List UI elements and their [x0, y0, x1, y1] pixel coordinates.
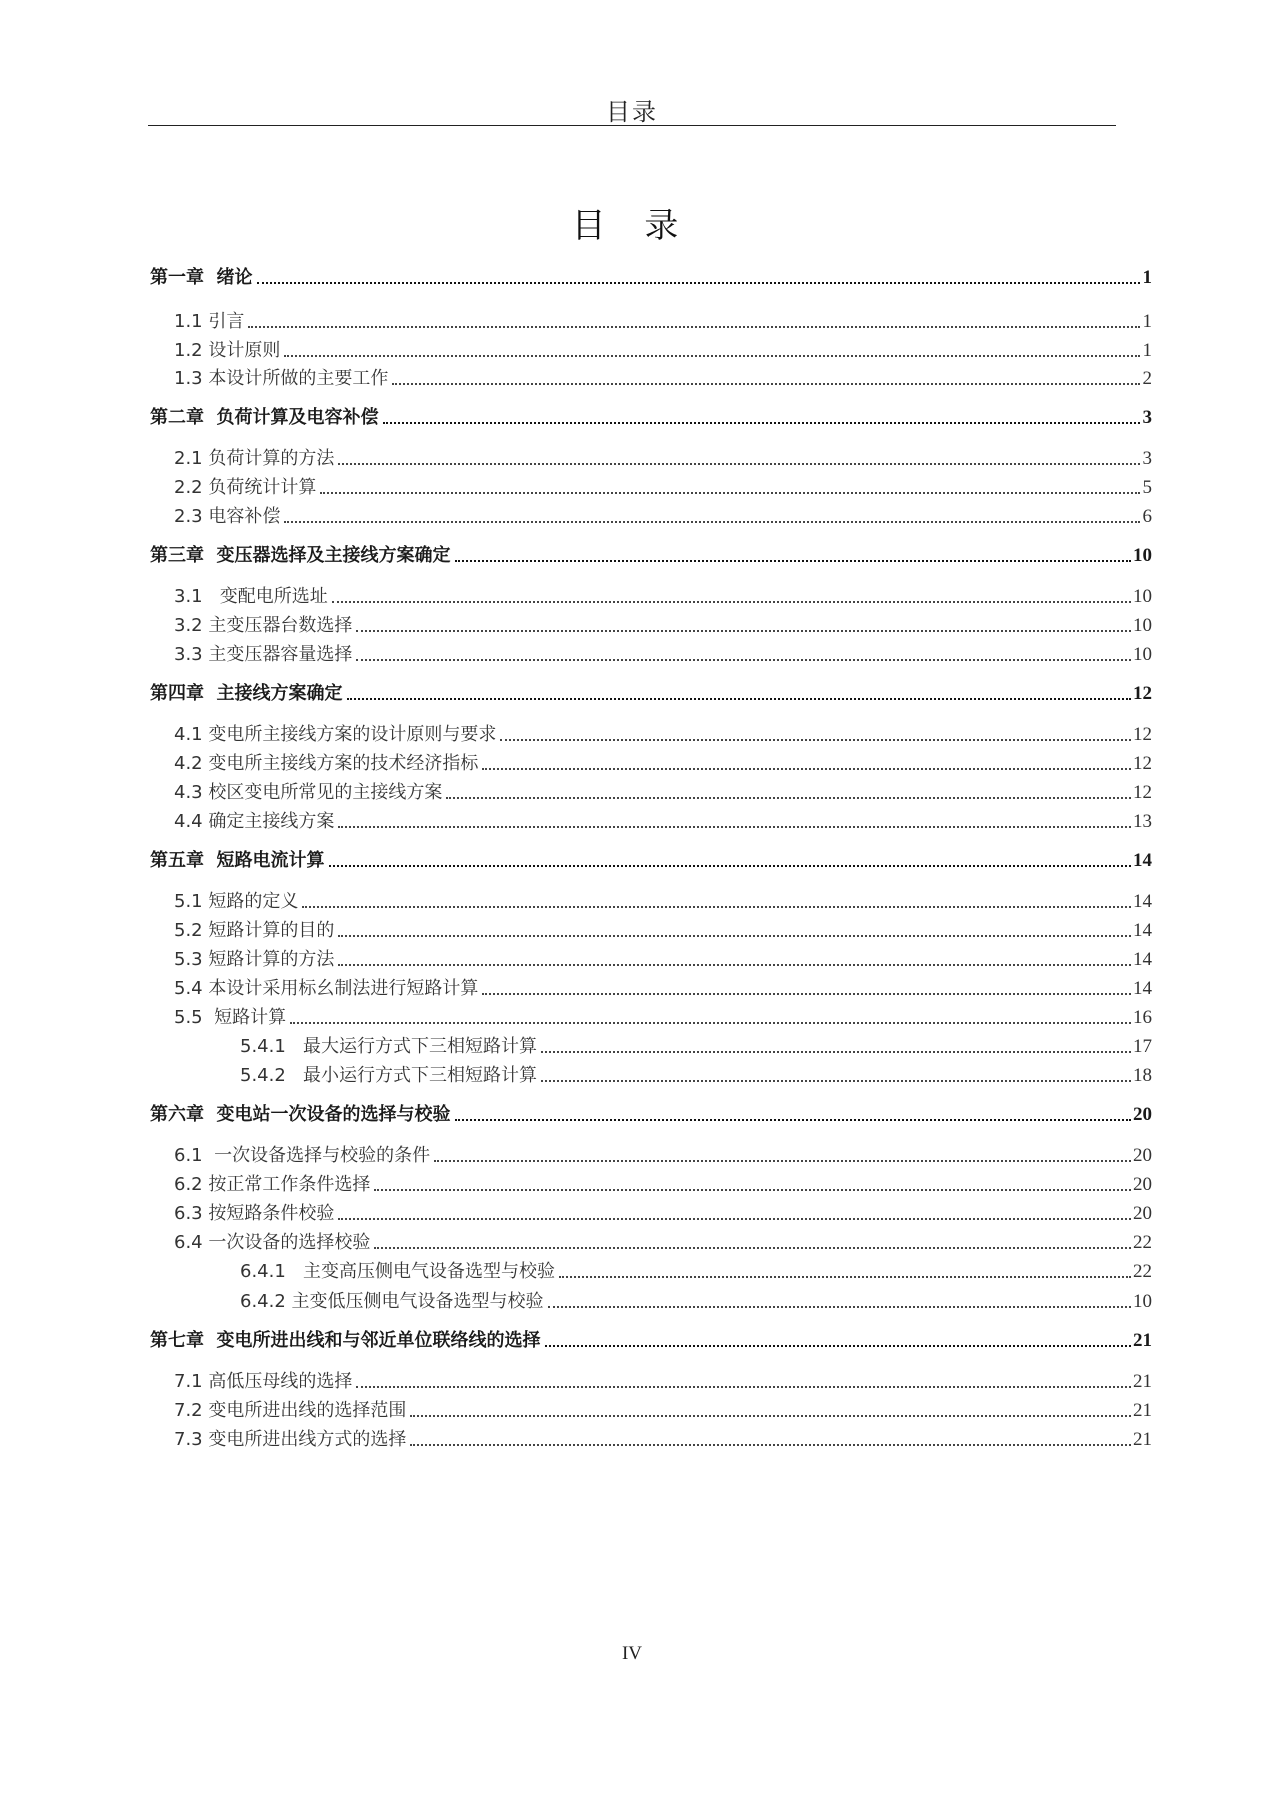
toc-section-entry[interactable] — [174, 332, 1152, 362]
toc-section-entry[interactable] — [174, 999, 1152, 1029]
toc-entry-page: 14 — [1133, 978, 1152, 999]
toc-entry-page: 14 — [1133, 891, 1152, 912]
toc-section-entry[interactable] — [174, 716, 1152, 746]
dot-leader — [434, 1156, 1131, 1162]
toc-entry-page: 12 — [1133, 782, 1152, 803]
toc-entry-title: 6.4 一次设备的选择校验 — [174, 1232, 371, 1253]
toc-entry-page: 12 — [1133, 683, 1152, 704]
toc-entry-title: 3.2 主变压器台数选择 — [174, 615, 353, 636]
dot-leader — [347, 694, 1131, 700]
toc-entry-title: 1.3 本设计所做的主要工作 — [174, 368, 389, 389]
dot-leader — [356, 626, 1131, 632]
toc-entry-title: 2.3 电容补偿 — [174, 506, 281, 527]
toc-entry-title: 第五章 短路电流计算 — [150, 850, 325, 871]
dot-leader — [455, 1115, 1131, 1121]
toc-entry-title: 4.4 确定主接线方案 — [174, 811, 335, 832]
dot-leader — [257, 278, 1140, 284]
toc-entry-page: 14 — [1133, 949, 1152, 970]
toc-subsection-entry[interactable] — [240, 1057, 1152, 1087]
toc-entry-page: 2 — [1142, 368, 1152, 389]
toc-entry-title: 4.2 变电所主接线方案的技术经济指标 — [174, 753, 479, 774]
dot-leader — [332, 597, 1131, 603]
dot-leader — [302, 902, 1131, 908]
toc-entry-title: 5.3 短路计算的方法 — [174, 949, 335, 970]
toc-subsection-entry[interactable] — [240, 1283, 1152, 1313]
dot-leader — [559, 1272, 1131, 1278]
dot-leader — [284, 351, 1140, 357]
toc-entry-page: 20 — [1133, 1174, 1152, 1195]
dot-leader — [290, 1018, 1131, 1024]
toc-section-entry[interactable] — [174, 1421, 1152, 1451]
toc-section-entry[interactable] — [174, 498, 1152, 528]
toc-chapter-entry[interactable] — [150, 1096, 1152, 1126]
toc-section-entry[interactable] — [174, 912, 1152, 942]
toc-entry-title: 6.4.2 主变低压侧电气设备选型与校验 — [240, 1291, 544, 1312]
toc-entry-title: 6.1 一次设备选择与校验的条件 — [174, 1145, 431, 1166]
toc-entry-title: 7.3 变电所进出线方式的选择 — [174, 1429, 407, 1450]
toc-section-entry[interactable] — [174, 883, 1152, 913]
toc-section-entry[interactable] — [174, 1363, 1152, 1393]
toc-entry-page: 10 — [1133, 1291, 1152, 1312]
toc-entry-page: 10 — [1133, 615, 1152, 636]
toc-section-entry[interactable] — [174, 941, 1152, 971]
dot-leader — [446, 793, 1131, 799]
dot-leader — [338, 960, 1131, 966]
toc-entry-page: 14 — [1133, 850, 1152, 871]
dot-leader — [248, 322, 1140, 328]
toc-section-entry[interactable] — [174, 636, 1152, 666]
toc-section-entry[interactable] — [174, 1224, 1152, 1254]
toc-entry-title: 第四章 主接线方案确定 — [150, 683, 343, 704]
dot-leader — [356, 655, 1131, 661]
toc-entry-page: 21 — [1133, 1429, 1152, 1450]
toc-section-entry[interactable] — [174, 774, 1152, 804]
toc-section-entry[interactable] — [174, 303, 1152, 333]
toc-entry-page: 16 — [1133, 1007, 1152, 1028]
toc-entry-page: 22 — [1133, 1261, 1152, 1282]
toc-section-entry[interactable] — [174, 360, 1152, 390]
toc-section-entry[interactable] — [174, 469, 1152, 499]
toc-entry-title: 6.2 按正常工作条件选择 — [174, 1174, 371, 1195]
toc-chapter-entry[interactable] — [150, 259, 1152, 289]
toc-chapter-entry[interactable] — [150, 399, 1152, 429]
dot-leader — [545, 1341, 1131, 1347]
toc-entry-page: 12 — [1133, 753, 1152, 774]
toc-entry-page: 20 — [1133, 1104, 1152, 1125]
dot-leader — [338, 1214, 1131, 1220]
toc-chapter-entry[interactable] — [150, 842, 1152, 872]
toc-entry-title: 第一章 绪论 — [150, 267, 253, 288]
dot-leader — [392, 379, 1140, 385]
dot-leader — [356, 1382, 1131, 1388]
toc-subsection-entry[interactable] — [240, 1253, 1152, 1283]
toc-entry-page: 1 — [1142, 311, 1152, 332]
toc-entry-page: 17 — [1133, 1036, 1152, 1057]
toc-chapter-entry[interactable] — [150, 537, 1152, 567]
toc-entry-page: 1 — [1142, 340, 1152, 361]
toc-entry-page: 20 — [1133, 1203, 1152, 1224]
toc-title: 目 录 — [571, 206, 693, 246]
toc-entry-title: 5.2 短路计算的目的 — [174, 920, 335, 941]
toc-entry-page: 20 — [1133, 1145, 1152, 1166]
toc-chapter-entry[interactable] — [150, 675, 1152, 705]
dot-leader — [338, 459, 1140, 465]
dot-leader — [320, 488, 1140, 494]
toc-entry-title: 1.2 设计原则 — [174, 340, 281, 361]
running-header-title: 目录 — [606, 98, 658, 126]
toc-entry-title: 第二章 负荷计算及电容补偿 — [150, 407, 379, 428]
toc-entry-title: 第七章 变电所进出线和与邻近单位联络线的选择 — [150, 1330, 541, 1351]
dot-leader — [410, 1411, 1131, 1417]
toc-section-entry[interactable] — [174, 607, 1152, 637]
toc-entry-title: 5.5 短路计算 — [174, 1007, 287, 1028]
toc-chapter-entry[interactable] — [150, 1322, 1152, 1352]
toc-section-entry[interactable] — [174, 1195, 1152, 1225]
toc-entry-title: 3.3 主变压器容量选择 — [174, 644, 353, 665]
toc-subsection-entry[interactable] — [240, 1028, 1152, 1058]
toc-entry-title: 2.1 负荷计算的方法 — [174, 448, 335, 469]
toc-section-entry[interactable] — [174, 803, 1152, 833]
toc-entry-title: 6.3 按短路条件校验 — [174, 1203, 335, 1224]
toc-entry-title: 5.4 本设计采用标幺制法进行短路计算 — [174, 978, 479, 999]
dot-leader — [338, 822, 1131, 828]
toc-section-entry[interactable] — [174, 970, 1152, 1000]
toc-entry-page: 6 — [1142, 506, 1152, 527]
toc-entry-page: 14 — [1133, 920, 1152, 941]
toc-entry-page: 13 — [1133, 811, 1152, 832]
toc-entry-page: 21 — [1133, 1330, 1152, 1351]
toc-entry-page: 22 — [1133, 1232, 1152, 1253]
toc-entry-title: 7.1 高低压母线的选择 — [174, 1371, 353, 1392]
page-number: IV — [621, 1643, 643, 1664]
toc-entry-title: 第六章 变电站一次设备的选择与校验 — [150, 1104, 451, 1125]
toc-entry-page: 1 — [1142, 267, 1152, 288]
toc-entry-page: 10 — [1133, 545, 1152, 566]
dot-leader — [410, 1440, 1131, 1446]
dot-leader — [455, 556, 1131, 562]
toc-entry-page: 10 — [1133, 644, 1152, 665]
toc-entry-page: 12 — [1133, 724, 1152, 745]
dot-leader — [374, 1185, 1131, 1191]
dot-leader — [541, 1076, 1131, 1082]
toc-entry-page: 3 — [1142, 448, 1152, 469]
toc-entry-title: 4.1 变电所主接线方案的设计原则与要求 — [174, 724, 497, 745]
dot-leader — [383, 418, 1140, 424]
dot-leader — [541, 1047, 1131, 1053]
toc-entry-title: 5.1 短路的定义 — [174, 891, 299, 912]
toc-entry-page: 18 — [1133, 1065, 1152, 1086]
toc-entry-page: 3 — [1142, 407, 1152, 428]
dot-leader — [374, 1243, 1131, 1249]
toc-entry-page: 10 — [1133, 586, 1152, 607]
toc-entry-title: 4.3 校区变电所常见的主接线方案 — [174, 782, 443, 803]
toc-section-entry[interactable] — [174, 578, 1152, 608]
toc-entry-title: 2.2 负荷统计计算 — [174, 477, 317, 498]
toc-entry-title: 6.4.1 主变高压侧电气设备选型与校验 — [240, 1261, 555, 1282]
toc-section-entry[interactable] — [174, 1392, 1152, 1422]
toc-entry-page: 21 — [1133, 1371, 1152, 1392]
toc-entry-title: 5.4.1 最大运行方式下三相短路计算 — [240, 1036, 537, 1057]
toc-entry-title: 7.2 变电所进出线的选择范围 — [174, 1400, 407, 1421]
header-divider — [148, 125, 1116, 126]
dot-leader — [338, 931, 1131, 937]
toc-entry-title: 1.1 引言 — [174, 311, 245, 332]
dot-leader — [482, 764, 1131, 770]
toc-section-entry[interactable] — [174, 1137, 1152, 1167]
toc-entry-title: 第三章 变压器选择及主接线方案确定 — [150, 545, 451, 566]
toc-section-entry[interactable] — [174, 440, 1152, 470]
toc-entry-page: 21 — [1133, 1400, 1152, 1421]
toc-entry-page: 5 — [1142, 477, 1152, 498]
dot-leader — [500, 735, 1131, 741]
dot-leader — [482, 989, 1131, 995]
dot-leader — [548, 1302, 1131, 1308]
toc-section-entry[interactable] — [174, 745, 1152, 775]
toc-section-entry[interactable] — [174, 1166, 1152, 1196]
dot-leader — [284, 517, 1140, 523]
toc-entry-title: 5.4.2 最小运行方式下三相短路计算 — [240, 1065, 537, 1086]
dot-leader — [329, 861, 1131, 867]
toc-entry-title: 3.1 变配电所选址 — [174, 586, 328, 607]
